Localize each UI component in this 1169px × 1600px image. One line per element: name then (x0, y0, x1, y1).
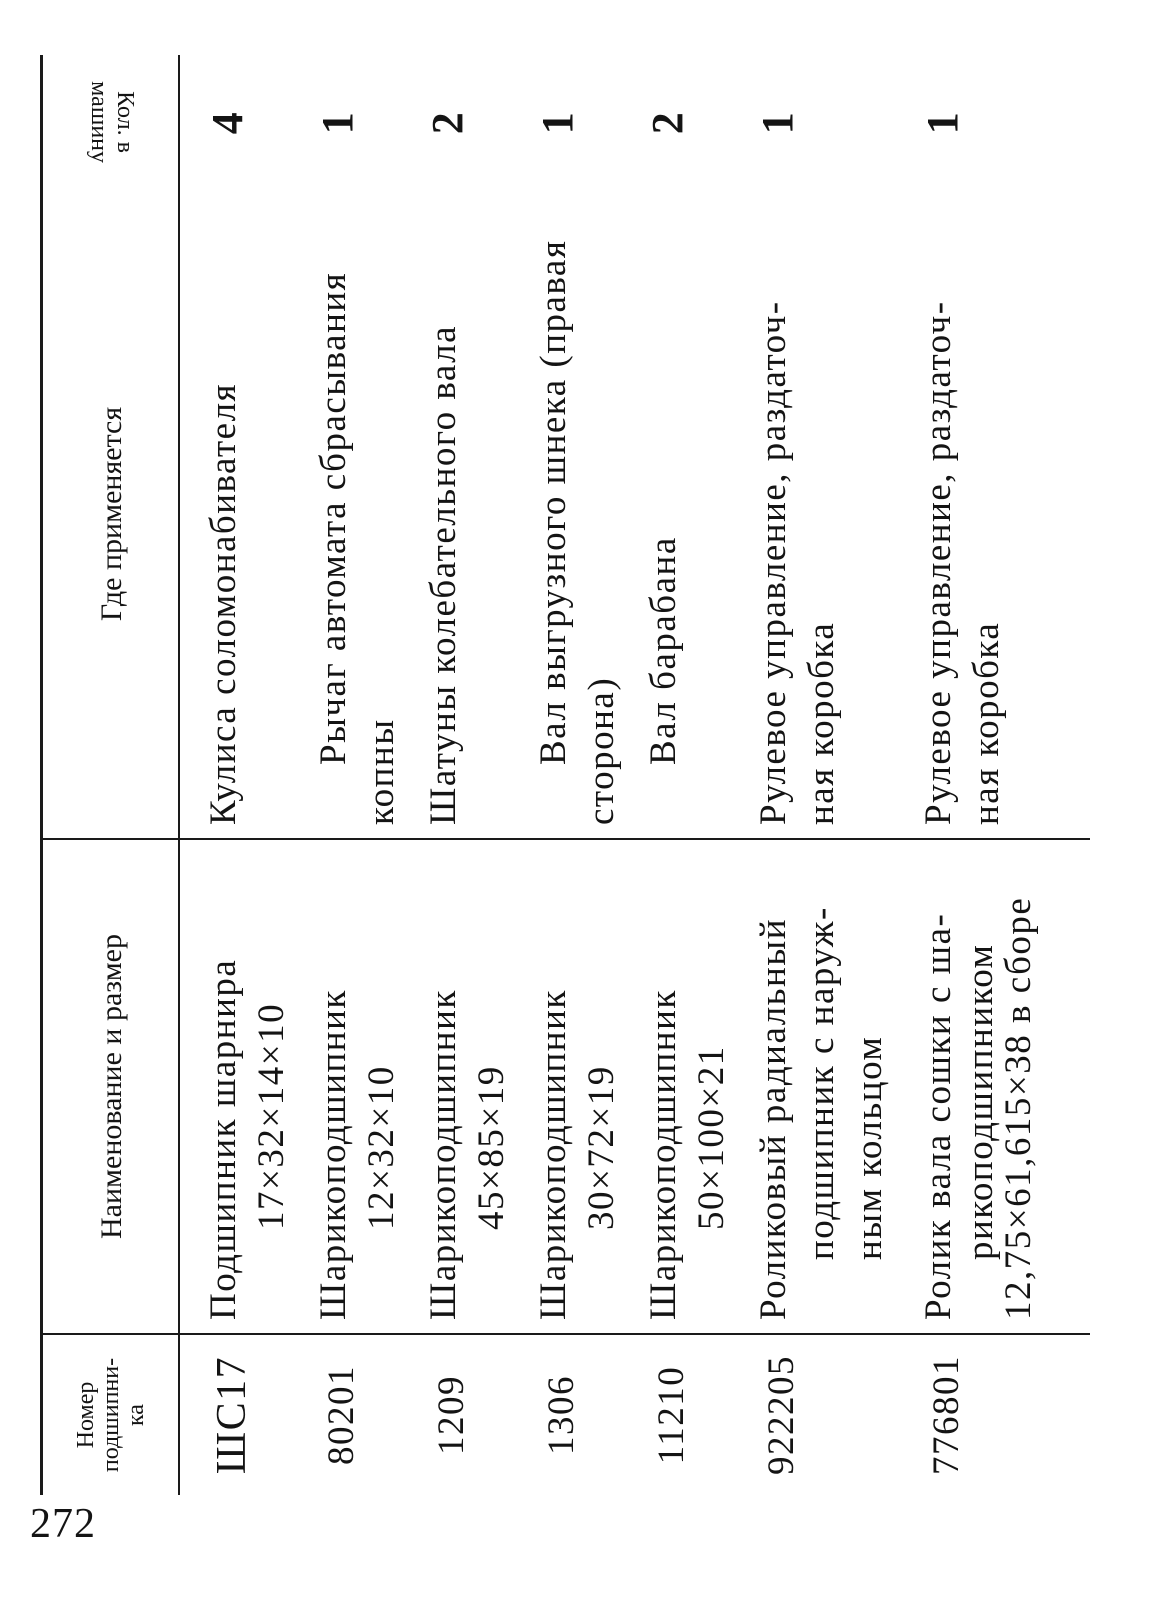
where-used (915, 200, 1011, 825)
bearing-name-line: Ролик вала сошки с ша- (918, 912, 959, 1320)
where-used-line: Шатуны колебательного вала (423, 324, 464, 825)
bearing-name-line: рикоподшипником (960, 943, 1001, 1260)
bearing-number: 80201 (321, 1365, 362, 1465)
bearing-name-line: Роликовый радиальный (753, 917, 794, 1320)
bearing-number: 1306 (541, 1375, 582, 1455)
bearing-name-line: Шарикоподшипник (533, 989, 574, 1320)
header-quantity (43, 55, 180, 190)
bearing-name (200, 850, 296, 1320)
where-used-line: Рулевое управление, раздаточ- (753, 300, 794, 825)
bearing-name-line: Шарикоподшипник (643, 989, 684, 1320)
bearing-name-line: Шарикоподшипник (423, 989, 464, 1320)
header-quantity-line: Кол. в (111, 91, 138, 154)
where-used-line: Кулиса соломонабивателя (203, 382, 244, 825)
bearing-name (750, 850, 894, 1320)
column-divider (180, 838, 1090, 840)
where-used-line: Рычаг автомата сбрасывания (313, 271, 354, 765)
where-used (640, 200, 688, 825)
header-where-used: Где применяется (43, 190, 180, 840)
where-used (750, 200, 846, 825)
bearing-name (915, 850, 1039, 1320)
table-header (40, 55, 180, 1495)
quantity: 1 (918, 110, 967, 135)
where-used-line: копны (361, 718, 402, 825)
header-bearing-number-line: Номер (72, 1381, 99, 1449)
where-used (530, 200, 626, 825)
bearing-number: 922205 (761, 1355, 802, 1475)
page-number: 272 (30, 1501, 96, 1547)
quantity: 1 (753, 110, 802, 135)
where-used (200, 200, 248, 825)
bearing-name (420, 850, 516, 1320)
bearing-name-line: 50×100×21 (691, 1045, 732, 1230)
quantity: 1 (313, 110, 362, 135)
where-used-line: сторона) (581, 676, 622, 825)
bearing-name-line: 45×85×19 (471, 1065, 512, 1230)
header-bearing-number-line: подшипни- (97, 1357, 124, 1473)
bearing-number: 776801 (926, 1355, 967, 1475)
where-used-line: ная коробка (966, 621, 1007, 825)
table-body (180, 55, 1090, 1495)
where-used (420, 200, 468, 825)
bearing-name (530, 850, 626, 1320)
bearing-name-line: 12,75×61,615×38 в сборе (998, 896, 1039, 1320)
bearing-name (310, 850, 406, 1320)
bearing-number: 11210 (651, 1365, 692, 1465)
bearing-name-line: 30×72×19 (581, 1065, 622, 1230)
quantity: 4 (203, 110, 252, 135)
header-bearing-number-line: ка (123, 1404, 150, 1426)
header-quantity-line: машину (86, 81, 113, 164)
header-bearing-number (43, 1335, 180, 1495)
bearing-name-line: подшипник с наруж- (801, 906, 842, 1260)
bearing-name-line: Подшипник шарнира (203, 958, 244, 1320)
where-used-line: ная коробка (801, 621, 842, 825)
where-used-line: Вал выгрузного шнека (правая (533, 239, 574, 765)
bearing-name-line: 12×32×10 (361, 1065, 402, 1230)
header-name-size: Наименование и размер (43, 840, 180, 1335)
bearing-name-line: 17×32×14×10 (251, 1002, 292, 1230)
bearing-table (40, 55, 1090, 1495)
quantity: 1 (533, 110, 582, 135)
where-used-line: Вал барабана (643, 536, 684, 765)
bearing-number: ШС17 (209, 1355, 255, 1475)
bearing-number: 1209 (431, 1375, 472, 1455)
bearing-name (640, 850, 736, 1320)
bearing-name-line: Шарикоподшипник (313, 989, 354, 1320)
bearing-name-line: ным кольцом (849, 1035, 890, 1260)
quantity: 2 (643, 110, 692, 135)
where-used (310, 200, 406, 825)
quantity: 2 (423, 110, 472, 135)
where-used-line: Рулевое управление, раздаточ- (918, 300, 959, 825)
